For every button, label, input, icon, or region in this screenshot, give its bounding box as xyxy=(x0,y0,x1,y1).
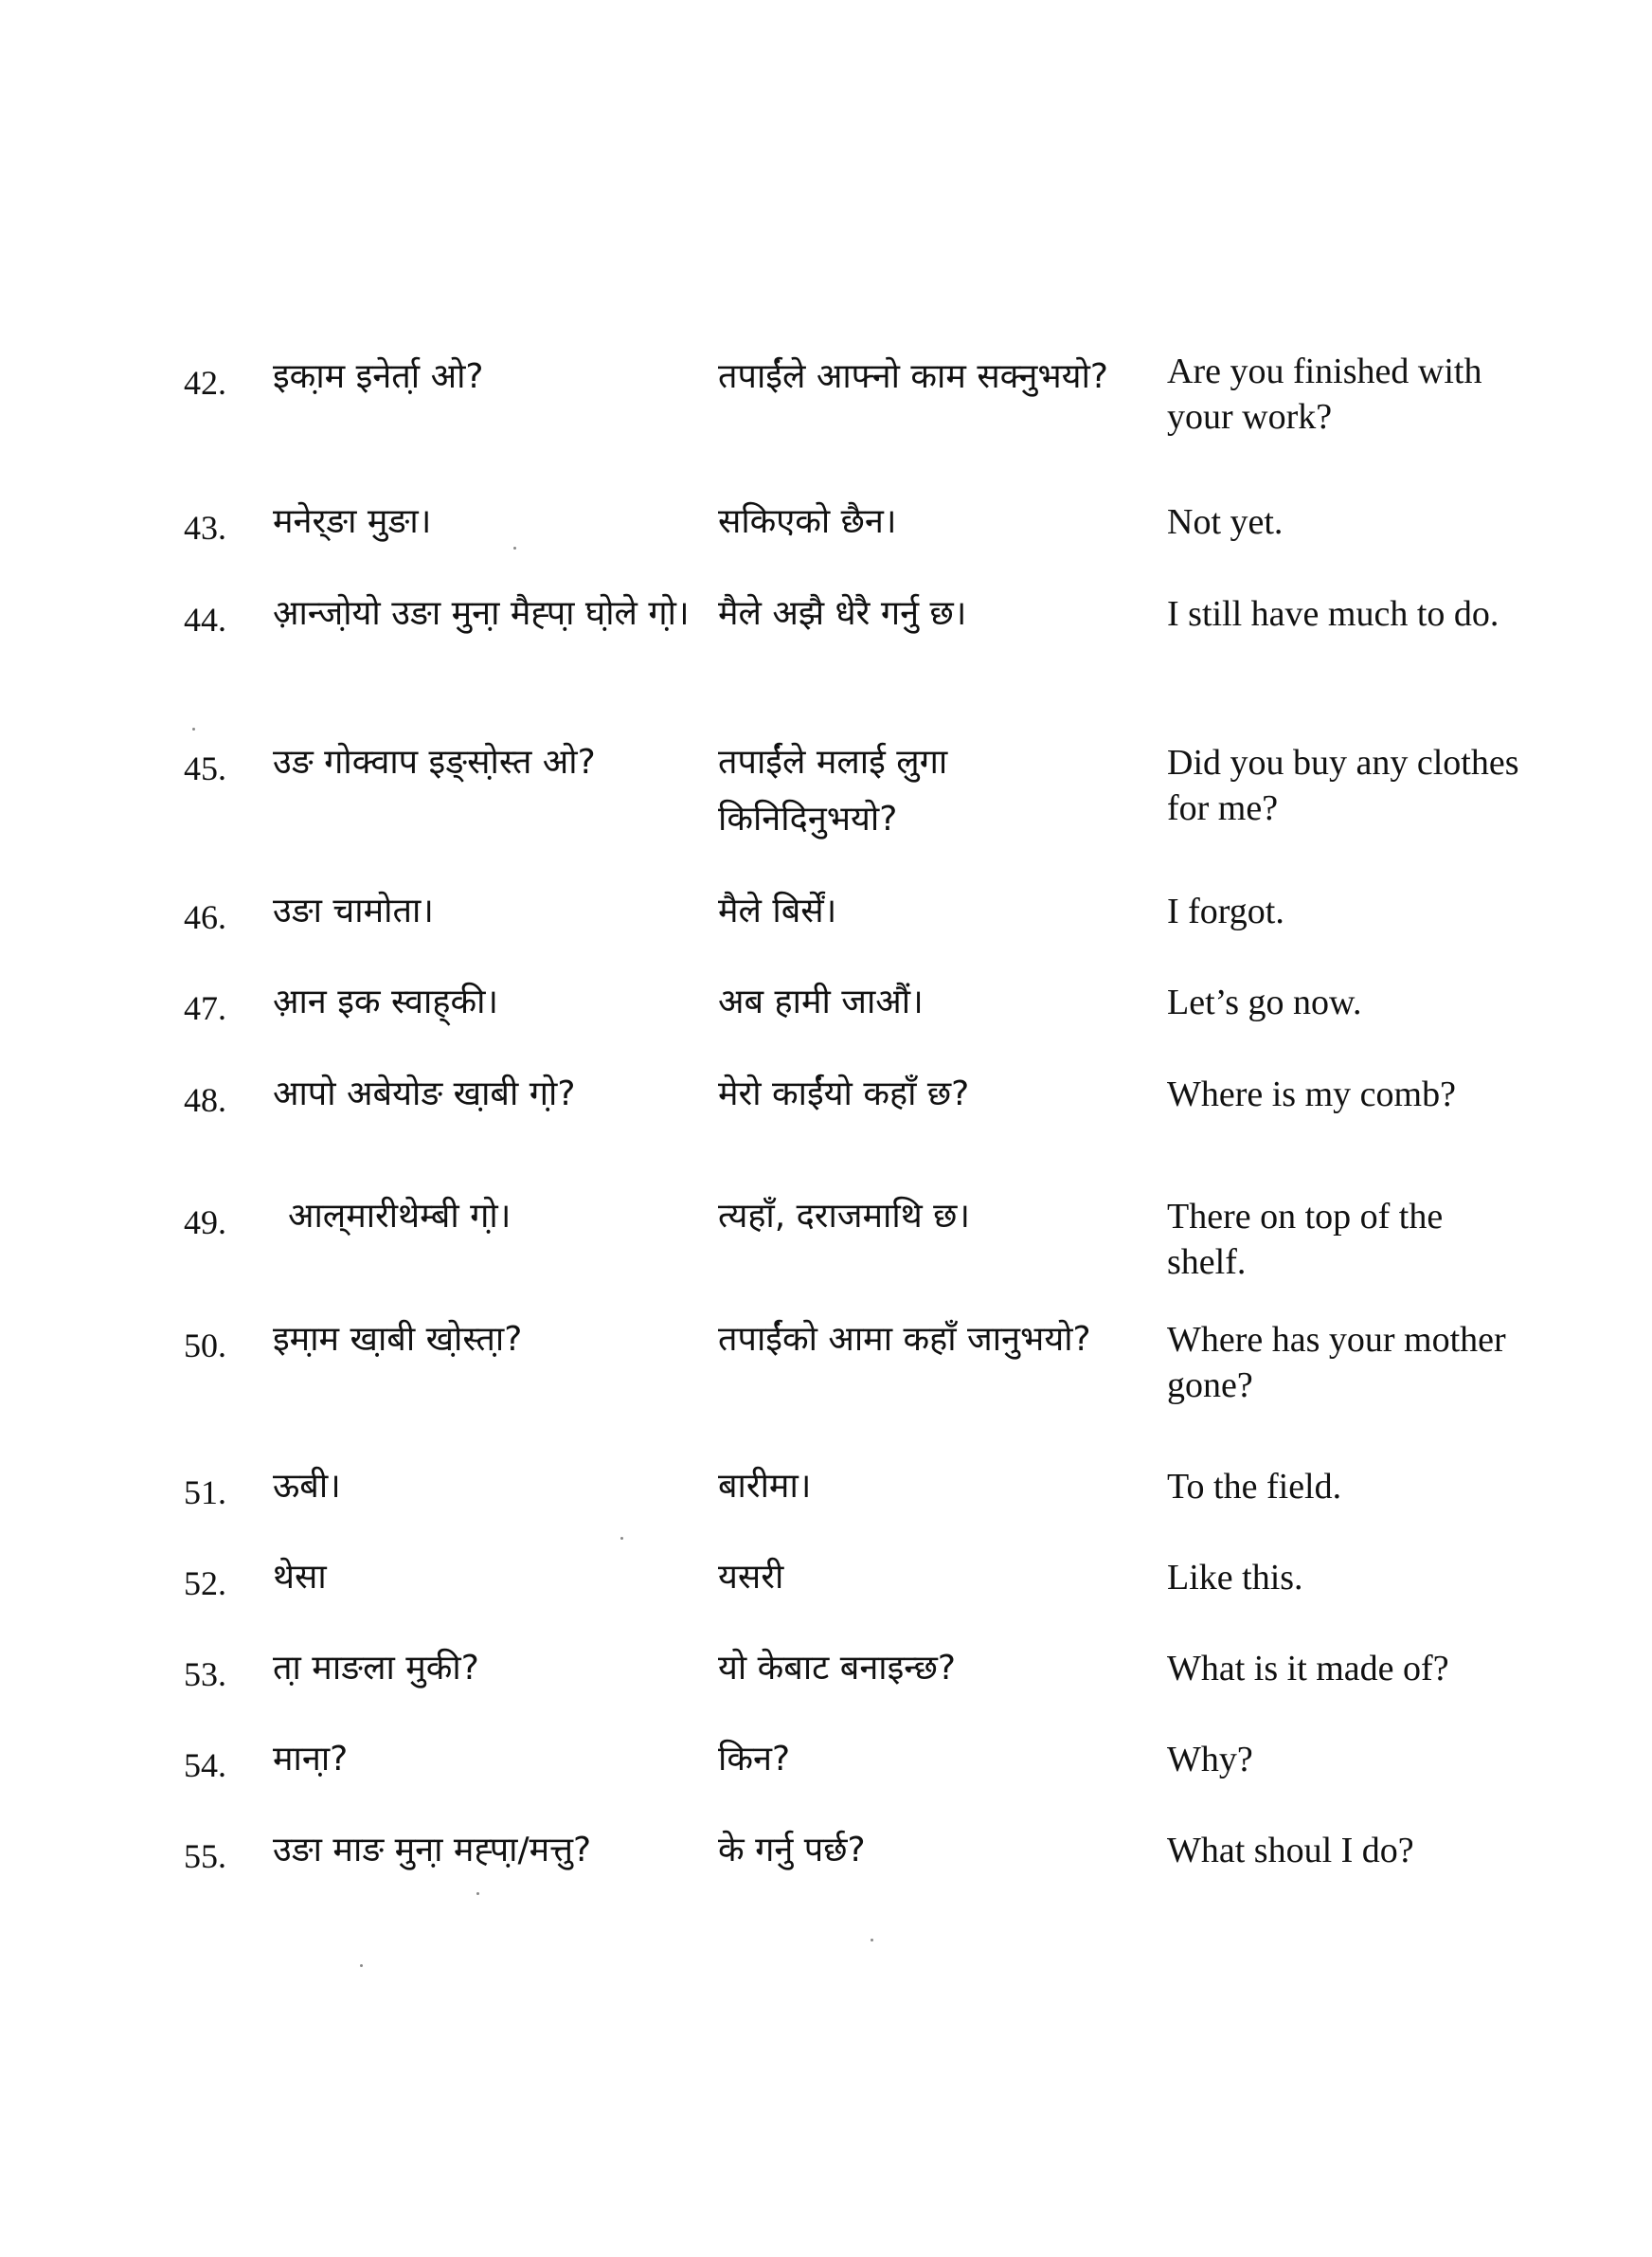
nepali-phrase: मैले बिर्सें। xyxy=(718,892,837,930)
entry-number: 43. xyxy=(184,509,226,547)
entry-number: 47. xyxy=(184,989,226,1027)
english-phrase: Let’s go now. xyxy=(1167,983,1362,1022)
limbu-phrase: आपो अबेयोङ खा़बी गो़? xyxy=(273,1074,576,1113)
nepali-phrase: बारीमा। xyxy=(718,1467,812,1506)
english-phrase: Not yet. xyxy=(1167,502,1284,542)
english-phrase: Why? xyxy=(1167,1740,1253,1779)
limbu-phrase: उङ गोक्वाप इङ्‌सो़स्त ओ? xyxy=(273,743,596,782)
scan-speck xyxy=(360,1964,363,1967)
nepali-phrase: अब हामी जाऔं। xyxy=(718,983,924,1021)
english-phrase: Where is my comb? xyxy=(1167,1074,1456,1114)
scan-speck xyxy=(871,1939,873,1941)
nepali-phrase: सकिएको छैन। xyxy=(718,502,897,541)
nepali-phrase: तपाईंले आफ्नो काम सक्नुभयो? xyxy=(718,357,1108,396)
nepali-phrase: मैले अझै धेरै गर्नु छ। xyxy=(718,594,967,633)
limbu-phrase: इमा़म खा़बी खो़स्ता़? xyxy=(273,1320,523,1359)
english-phrase: There on top of the shelf. xyxy=(1167,1197,1444,1282)
nepali-phrase: तपाईंको आमा कहाँ जानुभयो? xyxy=(718,1320,1091,1359)
entry-number: 48. xyxy=(184,1081,226,1119)
entry-number: 49. xyxy=(184,1203,226,1241)
nepali-phrase: तपाईंले मलाई लुगा किनिदिनुभयो? xyxy=(718,743,948,839)
english-phrase: To the field. xyxy=(1167,1467,1342,1507)
nepali-phrase: यो केबाट बनाइन्छ? xyxy=(718,1649,956,1688)
entry-number: 54. xyxy=(184,1746,226,1784)
scan-speck xyxy=(192,728,195,731)
limbu-phrase: थेसा xyxy=(273,1558,327,1597)
entry-number: 53. xyxy=(184,1655,226,1693)
scan-speck xyxy=(513,547,516,550)
english-phrase: I forgot. xyxy=(1167,892,1284,931)
english-phrase: What is it made of? xyxy=(1167,1649,1449,1688)
entry-number: 50. xyxy=(184,1327,226,1364)
nepali-phrase: किन? xyxy=(718,1740,791,1779)
english-phrase: Where has your mother gone? xyxy=(1167,1320,1506,1405)
english-phrase: Like this. xyxy=(1167,1558,1303,1598)
english-phrase: What shoul I do? xyxy=(1167,1831,1414,1870)
entry-number: 51. xyxy=(184,1473,226,1511)
limbu-phrase: आ़न इक स्वाह्‌की। xyxy=(273,983,499,1021)
entry-number: 45. xyxy=(184,749,226,787)
limbu-phrase: मनेर्‌ङा मुङा। xyxy=(273,502,432,541)
entry-number: 55. xyxy=(184,1837,226,1875)
entry-number: 52. xyxy=(184,1564,226,1602)
entry-number: 46. xyxy=(184,898,226,936)
limbu-phrase: उङा चामोता। xyxy=(273,892,434,930)
limbu-phrase: इका़म इनेर्ता़ ओ? xyxy=(273,357,484,396)
nepali-phrase: मेरो काईंयो कहाँ छ? xyxy=(718,1074,970,1113)
limbu-phrase: आल्‌मारीथेम्बी गो़। xyxy=(288,1197,512,1236)
entry-number: 42. xyxy=(184,364,226,402)
english-phrase: I still have much to do. xyxy=(1167,594,1499,634)
scan-speck xyxy=(620,1537,623,1540)
limbu-phrase: ऊबी। xyxy=(273,1467,341,1506)
english-phrase: Did you buy any clothes for me? xyxy=(1167,743,1519,828)
nepali-phrase: के गर्नु पर्छ? xyxy=(718,1831,866,1869)
limbu-phrase: माना़? xyxy=(273,1740,349,1779)
nepali-phrase: यसरी xyxy=(718,1558,784,1597)
nepali-phrase: त्यहाँ, दराजमाथि छ। xyxy=(718,1197,971,1236)
limbu-phrase: उङा माङ मुना़ मह्पा़/मत्तु? xyxy=(273,1831,592,1869)
english-phrase: Are you finished with your work? xyxy=(1167,352,1482,437)
entry-number: 44. xyxy=(184,601,226,639)
limbu-phrase: आ़न्जो़यो उङा मुना़ मैह्पा़ घो़ले गो़। xyxy=(273,594,690,633)
limbu-phrase: ता़ माङला मुकी? xyxy=(273,1649,479,1688)
scan-speck xyxy=(476,1892,479,1895)
